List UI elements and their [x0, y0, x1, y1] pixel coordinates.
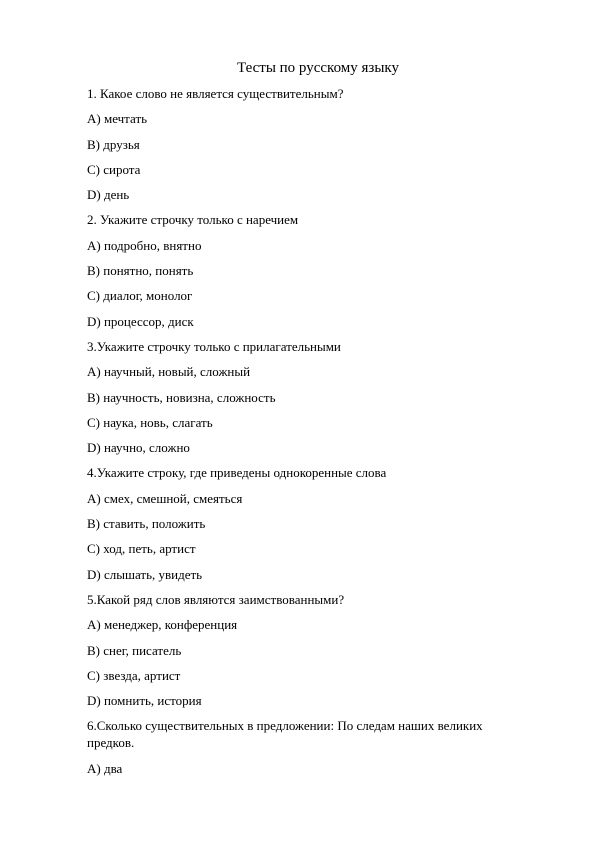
question-2-option-a: A) подробно, внятно	[87, 237, 202, 253]
question-2: 2. Укажите строчку только с наречием	[87, 212, 299, 228]
question-5-option-c: C) звезда, артист	[87, 667, 181, 683]
test-questions	[87, 85, 527, 785]
question-5-option-b: B) снег, писатель	[87, 642, 182, 658]
question-2-option-c: C) диалог, монолог	[87, 288, 193, 304]
question-4-option-d: D) слышать, увидеть	[87, 566, 203, 582]
question-2-option-d: D) процессор, диск	[87, 313, 194, 329]
question-6-option-a: A) два	[87, 760, 123, 776]
question-3-option-d: D) научно, сложно	[87, 440, 190, 456]
question-2-option-b: B) понятно, понять	[87, 263, 194, 279]
question-5-option-d: D) помнить, история	[87, 693, 202, 709]
question-1-option-c: C) сирота	[87, 161, 141, 177]
question-3-option-a: A) научный, новый, сложный	[87, 364, 251, 380]
document-title: Тесты по русскому языку	[236, 60, 400, 76]
question-1-option-a: A) мечтать	[87, 111, 148, 127]
question-1-option-d: D) день	[87, 187, 130, 203]
question-6: 6.Сколько существительных в предложении: По следам наших великих предков.	[87, 718, 483, 751]
question-3: 3.Укажите строчку только с прилагательными	[87, 338, 341, 354]
question-5-option-a: A) менеджер, конференция	[87, 617, 238, 633]
question-1-option-b: B) друзья	[87, 136, 140, 152]
question-4: 4.Укажите строку, где приведены однокоренные слова	[87, 465, 387, 481]
question-5: 5.Какой ряд слов являются заимствованными?	[87, 591, 345, 607]
question-4-option-c: C) ход, петь, артист	[87, 541, 196, 557]
question-4-option-a: A) смех, смешной, смеяться	[87, 490, 243, 506]
question-3-option-b: B) научность, новизна, сложность	[87, 389, 276, 405]
question-3-option-c: C) наука, новь, слагать	[87, 414, 213, 430]
question-4-option-b: B) ставить, положить	[87, 516, 206, 532]
question-1: 1. Какое слово не является существительным?	[87, 86, 344, 101]
